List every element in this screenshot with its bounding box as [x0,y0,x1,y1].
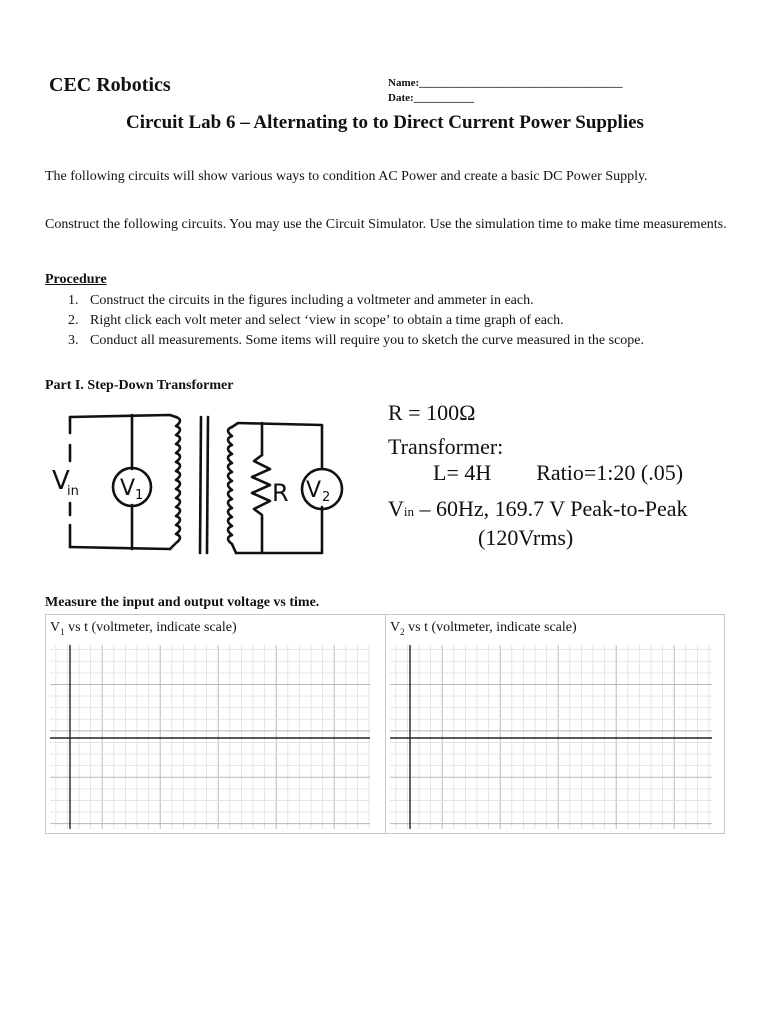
secondary-coil [228,427,236,553]
name-date-block [388,76,623,106]
transformer-label: Transformer: [388,434,504,459]
v2-graph-grid[interactable] [386,641,718,831]
v1-graph-cell [46,615,386,833]
v2-subscript: 2 [322,490,331,505]
procedure-heading: Procedure [45,272,107,287]
name-field[interactable]: Name:_____________________________________ [388,77,623,89]
procedure-step: 3. Conduct all measurements. Some items will require you to sketch the curve measured in the scope. [68,333,645,348]
v1-graph-label: $V_1$ vs t (voltmeter, indicate scale) [50,620,237,637]
circuit-specs [388,400,688,551]
v1-subscript: 1 [135,488,144,503]
vin-label: V [52,466,70,496]
secondary-bottom-wire [236,507,322,553]
intro-text: The following circuits will show various ways to condition AC Power and create a basic DC Power Supply. [45,169,648,184]
measure-heading: Measure the input and output voltage vs time. [45,595,320,610]
org-name: CEC Robotics [49,74,171,96]
v1-graph-grid[interactable] [46,641,376,831]
procedure-step: 1. Construct the circuits in the figures including a voltmeter and ammeter in each. [68,293,534,308]
vin-subscript: in [67,484,79,499]
vin-spec: Vin – 60Hz, 169.7 V Peak-to-Peak [388,496,688,521]
procedure-list [68,291,644,351]
ratio-value: Ratio=1:20 (.05) [536,460,684,485]
v2-graph-label: $V_2$ vs t (voltmeter, indicate scale) [390,620,577,637]
resistor-symbol [252,455,270,519]
resistance-value: R = 100Ω [388,400,476,425]
secondary-top-wire [232,423,322,469]
instructions-text: Construct the following circuits. You may use the Circuit Simulator. Use the simulation time to make time measurements. [45,217,727,232]
v1-label: V [120,476,136,501]
transformer-core [200,417,208,553]
date-field[interactable]: Date:___________ [388,92,475,104]
inductance-value: L= 4H [433,460,492,485]
primary-top-wire [70,415,176,417]
part1-heading: Part I. Step-Down Transformer [45,378,234,393]
vrms-spec: (120Vrms) [478,525,574,550]
primary-coil [170,417,180,549]
transformer-circuit-diagram [40,403,350,563]
v2-graph-cell [386,615,724,833]
page-title: Circuit Lab 6 – Alternating to to Direct Current Power Supplies [126,112,644,133]
v2-label: V [306,478,322,503]
primary-bottom-wire [70,547,170,549]
graph-table [45,614,725,834]
procedure-step: 2. Right click each volt meter and select ‘view in scope’ to obtain a time graph of each. [68,313,564,328]
r-label: R [272,479,289,507]
